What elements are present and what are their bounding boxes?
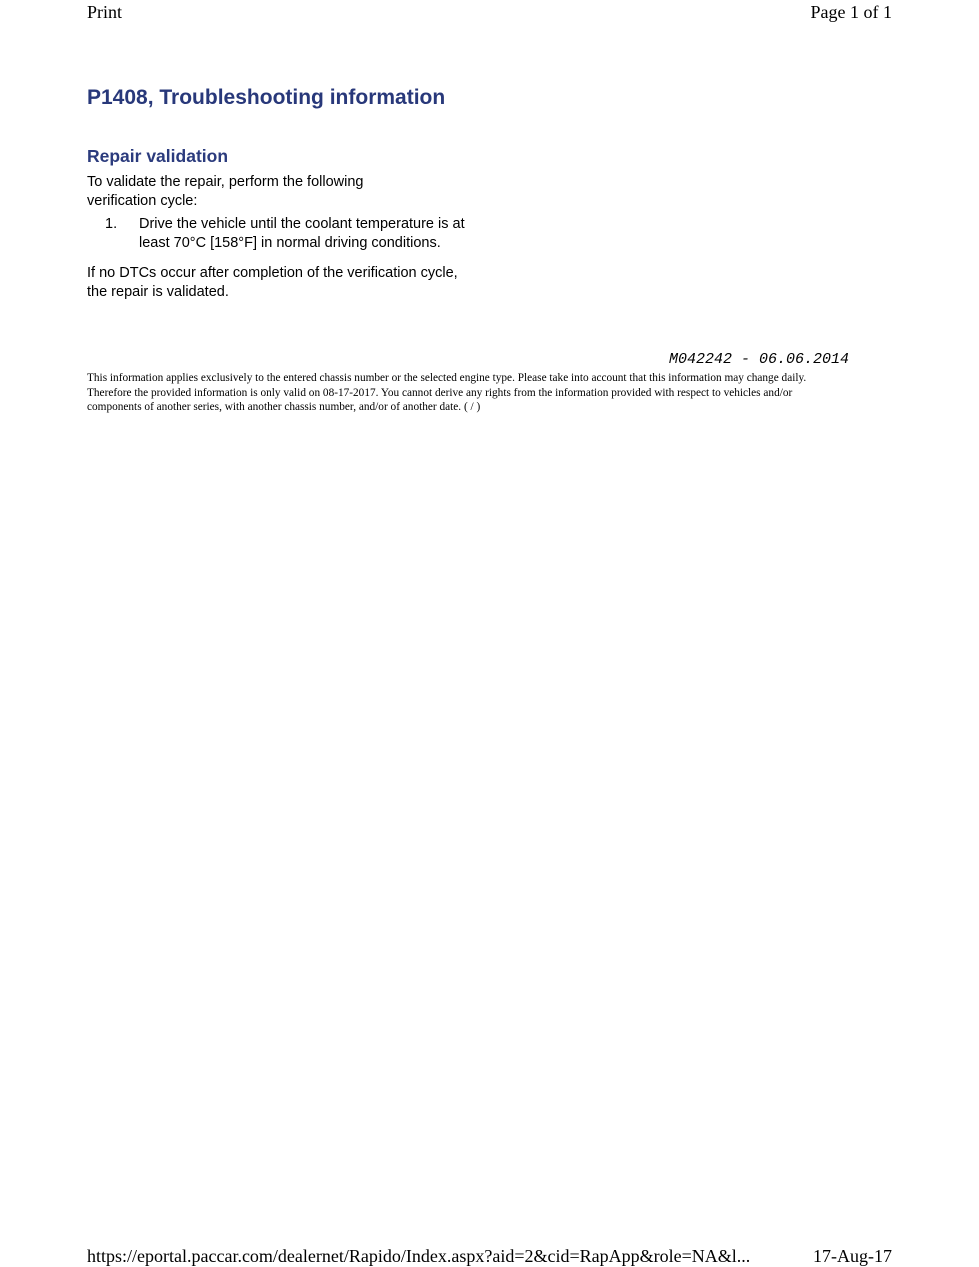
page-count: Page 1 of 1 (810, 2, 892, 22)
section-title: Repair validation (87, 146, 229, 166)
steps-list (87, 215, 487, 252)
footer-date: 17-Aug-17 (813, 1246, 892, 1266)
page-title: P1408, Troubleshooting information (87, 86, 446, 109)
step-text: Drive the vehicle until the coolant temperature is at least 70°C [158°F] in normal driving conditions. (139, 216, 465, 251)
intro-text: To validate the repair, perform the following verification cycle: (87, 174, 364, 209)
conclusion-text: If no DTCs occur after completion of the verification cycle, the repair is validated. (87, 265, 458, 300)
document-reference: M042242 - 06.06.2014 (668, 351, 849, 368)
repair-validation-section (87, 146, 487, 301)
disclaimer-text: This information applies exclusively to the entered chassis number or the selected engine type. Please take into account that this information may change daily. Therefore the provided information is only valid on 08-17-2017. You cannot derive any rights from the information provided with respect to vehicles and/or components of another series, with another chassis number, and/or of another date. ( / ) (87, 372, 807, 413)
footer-url: https://eportal.paccar.com/dealernet/Rapido/Index.aspx?aid=2&cid=RapApp&role=NA&l... (87, 1246, 751, 1266)
step-number: 1. (105, 216, 118, 232)
print-header-label: Print (87, 2, 123, 22)
list-item (87, 215, 479, 252)
